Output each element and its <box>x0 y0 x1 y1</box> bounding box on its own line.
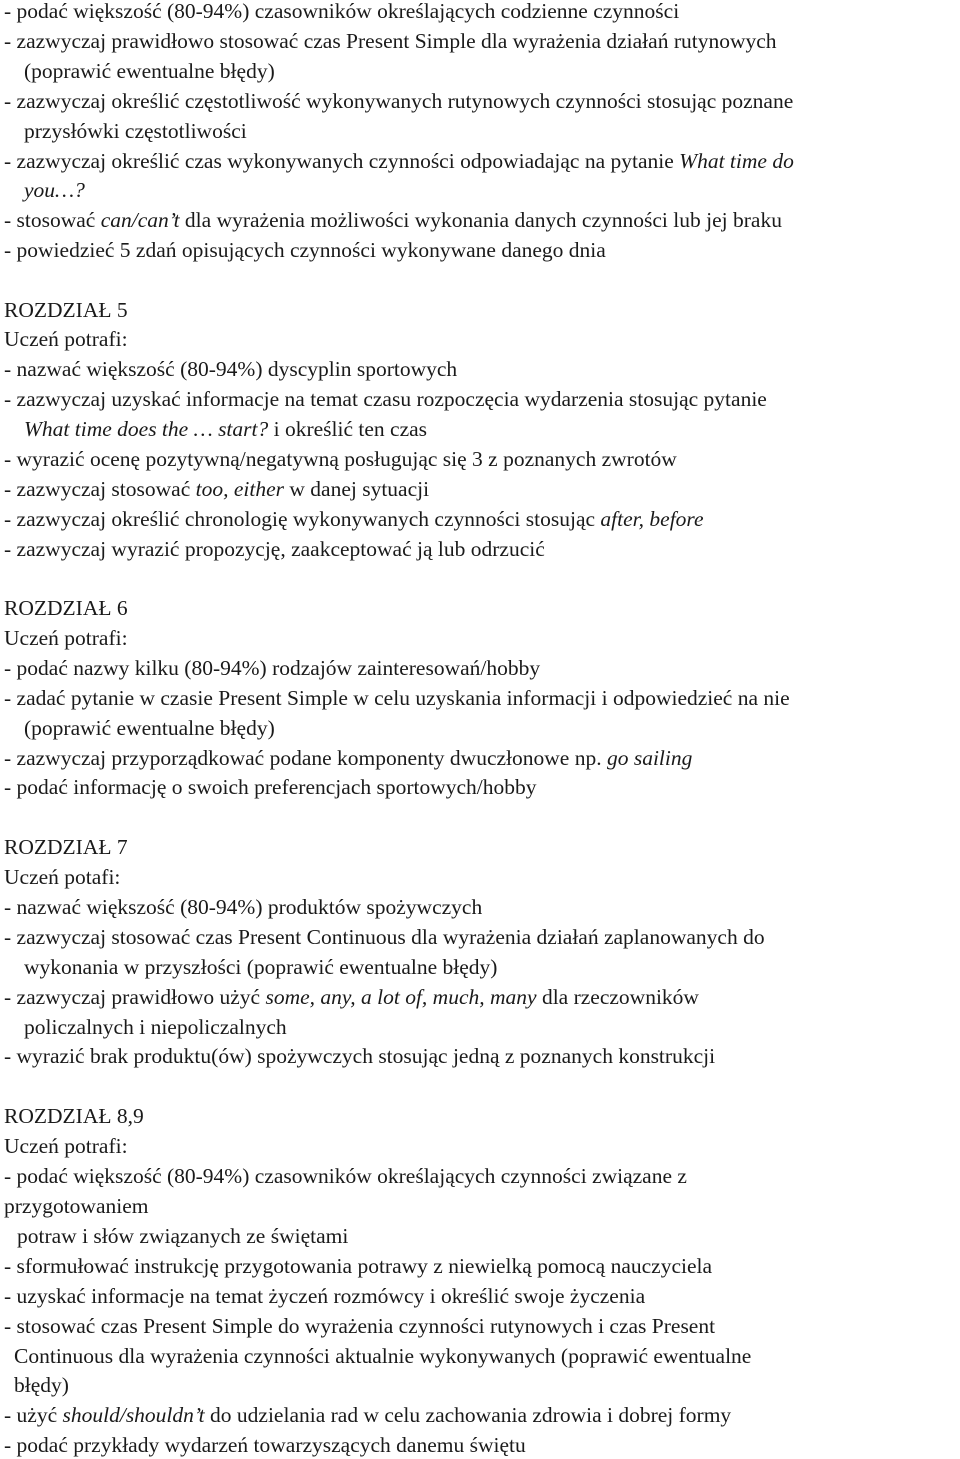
line-text: - zazwyczaj przyporządkować podane komponenty dwuczłonowe np. <box>4 746 607 770</box>
section-heading <box>4 834 128 860</box>
text-line <box>4 864 120 890</box>
line-text: - użyć <box>4 1403 63 1427</box>
text-line <box>4 1283 645 1309</box>
line-text: przygotowaniem <box>4 1194 149 1218</box>
line-text: - zazwyczaj określić czas wykonywanych czynności odpowiadając na pytanie <box>4 149 680 173</box>
text-line <box>4 0 679 24</box>
line-text: - nazwać większość (80-94%) produktów spożywczych <box>4 895 483 919</box>
line-text: wykonania w przyszłości (poprawić ewentualne błędy) <box>24 955 498 979</box>
line-text: Uczeń potrafi: <box>4 626 128 650</box>
line-text: - zazwyczaj stosować <box>4 477 196 501</box>
line-text: (poprawić ewentualne błędy) <box>24 716 275 740</box>
text-line <box>4 536 545 562</box>
line-text: - zadać pytanie w czasie Present Simple w celu uzyskania informacji i odpowiedzieć na nie <box>4 686 790 710</box>
text-line <box>4 1043 715 1069</box>
line-text: - wyrazić ocenę pozytywną/negatywną posługując się 3 z poznanych zwrotów <box>4 447 677 471</box>
text-line <box>4 446 677 472</box>
text-line <box>17 1223 348 1249</box>
line-text: Uczeń potafi: <box>4 865 121 889</box>
line-text: - podać większość (80-94%) czasowników określających czynności związane z <box>4 1164 687 1188</box>
text-line <box>4 1313 715 1339</box>
line-text: Uczeń potrafi: <box>4 1134 128 1158</box>
section-heading <box>4 1103 144 1129</box>
line-text-italic: should/shouldn’t <box>62 1403 205 1427</box>
line-text: - podać przykłady wydarzeń towarzyszących danemu świętu <box>4 1433 526 1457</box>
text-line <box>4 148 794 174</box>
line-text: do udzielania rad w celu zachowania zdrowia i dobrej formy <box>204 1403 732 1427</box>
line-text: błędy) <box>14 1373 69 1397</box>
text-line <box>4 207 782 233</box>
text-line <box>4 386 767 412</box>
text-line <box>4 924 765 950</box>
line-text: - wyrazić brak produktu(ów) spożywczych stosując jedną z poznanych konstrukcji <box>4 1044 716 1068</box>
line-text: - nazwać większość (80-94%) dyscyplin sportowych <box>4 357 458 381</box>
line-text-italic: What time do <box>679 149 794 173</box>
text-line <box>4 88 793 114</box>
heading-text: ROZDZIAŁ 6 <box>4 596 128 620</box>
text-line <box>4 1402 731 1428</box>
text-line <box>24 715 275 741</box>
line-text: - podać większość (80-94%) czasowników określających codzienne czynności <box>4 0 680 23</box>
line-text: - uzyskać informacje na temat życzeń rozmówcy i określić swoje życzenia <box>4 1284 646 1308</box>
line-text: potraw i słów związanych ze świętami <box>17 1224 349 1248</box>
text-line <box>4 894 482 920</box>
line-text-italic: What time does the … start? <box>24 417 269 441</box>
line-text: w danej sytuacji <box>284 477 430 501</box>
text-line <box>24 58 275 84</box>
text-line <box>24 177 85 203</box>
text-line <box>4 28 777 54</box>
line-text: - powiedzieć 5 zdań opisujących czynności wykonywane danego dnia <box>4 238 606 262</box>
text-line <box>24 954 497 980</box>
text-line <box>4 356 457 382</box>
heading-text: ROZDZIAŁ 7 <box>4 835 128 859</box>
line-text: - sformułować instrukcję przygotowania potrawy z niewielką pomocą nauczyciela <box>4 1254 713 1278</box>
line-text: i określić ten czas <box>268 417 428 441</box>
text-line <box>4 685 790 711</box>
section-heading <box>4 595 128 621</box>
line-text: policzalnych i niepoliczalnych <box>24 1015 287 1039</box>
line-text: - stosować czas Present Simple do wyrażenia czynności rutynowych i czas Present <box>4 1314 716 1338</box>
text-line <box>4 655 540 681</box>
text-line <box>4 1133 128 1159</box>
text-line <box>4 625 128 651</box>
text-line <box>4 476 429 502</box>
line-text: - podać nazwy kilku (80-94%) rodzajów zainteresowań/hobby <box>4 656 541 680</box>
line-text-italic: after, before <box>600 507 704 531</box>
text-line <box>4 1193 149 1219</box>
heading-text: ROZDZIAŁ 5 <box>4 298 128 322</box>
heading-text: ROZDZIAŁ 8,9 <box>4 1104 144 1128</box>
line-text-italic: too, either <box>195 477 284 501</box>
text-line <box>24 416 427 442</box>
line-text: - zazwyczaj wyrazić propozycję, zaakceptować ją lub odrzucić <box>4 537 545 561</box>
line-text: dla wyrażenia możliwości wykonania danych czynności lub jej braku <box>179 208 782 232</box>
section-heading <box>4 297 128 323</box>
line-text: - zazwyczaj określić częstotliwość wykonywanych rutynowych czynności stosując poznane <box>4 89 794 113</box>
line-text: - zazwyczaj prawidłowo użyć <box>4 985 266 1009</box>
line-text: - stosować <box>4 208 101 232</box>
text-line <box>4 984 699 1010</box>
text-line <box>4 774 537 800</box>
line-text-italic: some, any, a lot of, much, many <box>265 985 537 1009</box>
text-line <box>24 118 247 144</box>
text-line <box>4 1163 687 1189</box>
line-text: - zazwyczaj prawidłowo stosować czas Present Simple dla wyrażenia działań rutynowych <box>4 29 777 53</box>
line-text-italic: can/can’t <box>100 208 180 232</box>
text-line <box>4 1432 526 1458</box>
text-line <box>4 1253 712 1279</box>
text-line <box>14 1372 69 1398</box>
line-text-italic: go sailing <box>606 746 693 770</box>
text-line <box>4 745 692 771</box>
line-text: (poprawić ewentualne błędy) <box>24 59 275 83</box>
line-text: Uczeń potrafi: <box>4 327 128 351</box>
line-text: Continuous dla wyrażenia czynności aktualnie wykonywanych (poprawić ewentualne <box>14 1344 752 1368</box>
line-text: - podać informację o swoich preferencjach sportowych/hobby <box>4 775 537 799</box>
line-text: - zazwyczaj uzyskać informacje na temat czasu rozpoczęcia wydarzenia stosując pytanie <box>4 387 767 411</box>
text-line <box>4 506 704 532</box>
line-text: - zazwyczaj stosować czas Present Continuous dla wyrażenia działań zaplanowanych do <box>4 925 765 949</box>
text-line <box>24 1014 287 1040</box>
line-text-italic: you…? <box>24 178 85 202</box>
text-line <box>4 326 128 352</box>
line-text: dla rzeczowników <box>536 985 699 1009</box>
text-line <box>14 1343 751 1369</box>
line-text: przysłówki częstotliwości <box>24 119 247 143</box>
text-line <box>4 237 606 263</box>
line-text: - zazwyczaj określić chronologię wykonywanych czynności stosując <box>4 507 601 531</box>
